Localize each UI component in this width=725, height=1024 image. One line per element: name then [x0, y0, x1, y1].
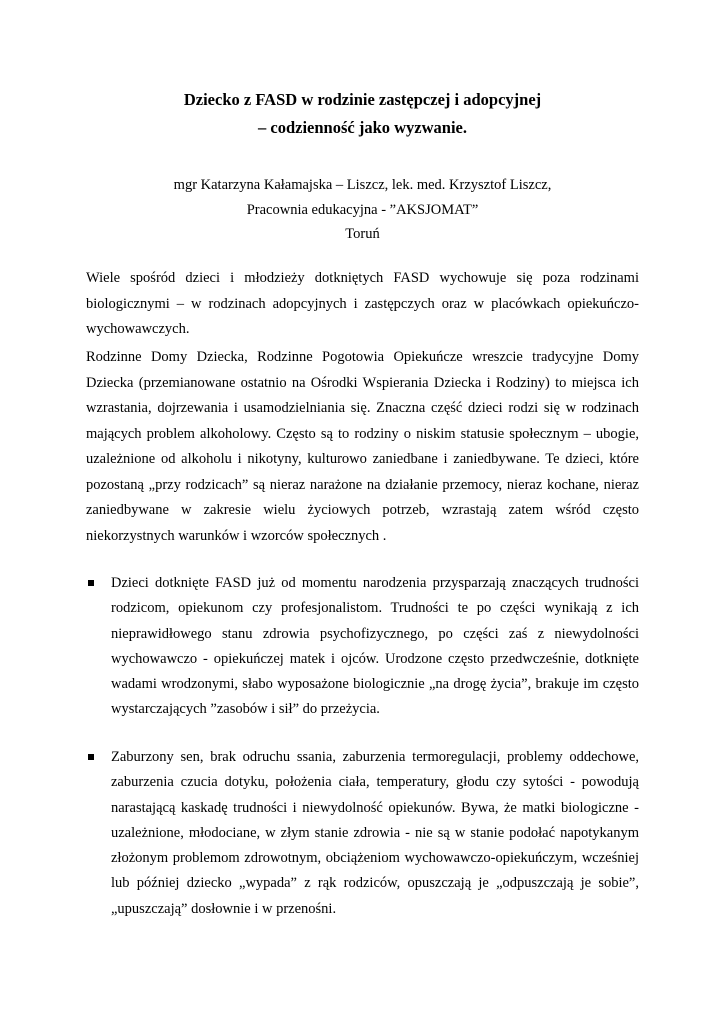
document-title-line-2: – codzienność jako wyzwanie.	[258, 118, 467, 137]
body-paragraph-2: Rodzinne Domy Dziecka, Rodzinne Pogotowia Opiekuńcze wreszcie tradycyjne Domy Dziecka (przemianowane ostatnio na Ośrodki Wspierania Dziecka i Rodziny) to miejsca ich wzrastania, dojrzewania i usamodzielniania się. Znaczna część dzieci rodzi się w rodzinach mających problem alkoholowy. Często są to rodziny o niskim statusie społecznym – ubogie, uzależnione od alkoholu i nikotyny, kulturowo zaniedbane i zaniedbywane. Te dzieci, które pozostaną „przy rodzicach” są nieraz narażone na działanie przemocy, nieraz kochane, nieraz zaniedbywane w zakresie wielu życiowych potrzeb, wzrastają zatem wśród często niekorzystnych warunków i wzorców społecznych .	[86, 349, 639, 544]
bullet-text: Dzieci dotknięte FASD już od momentu narodzenia przysparzają znaczących trudności rodzicom, opiekunom czy profesjonalistom. Trudności te po części wynikają z ich nieprawidłowego stanu zdrowia psychofizycznego, po części zaś z niewydolności wychowawczo - opiekuńczej matek i ojców. Urodzone często przedwcześnie, dotknięte wadami wrodzonymi, słabo wyposażone biologicznie „na drogę życia”, brakuje im często wystarczających ”zasobów i sił” do przeżycia.	[111, 575, 639, 718]
square-bullet-icon	[88, 754, 94, 760]
square-bullet-icon	[88, 580, 94, 586]
author-names: mgr Katarzyna Kałamajska – Liszcz, lek. med. Krzysztof Liszcz,	[173, 177, 552, 193]
author-affiliation: Pracownia edukacyjna - ”AKSJOMAT”	[246, 202, 479, 218]
document-title-line-1: Dziecko z FASD w rodzinie zastępczej i adopcyjnej	[183, 90, 542, 109]
bullet-text: Zaburzony sen, brak odruchu ssania, zaburzenia termoregulacji, problemy oddechowe, zaburzenia czucia dotyku, położenia ciała, temperatury, głodu czy sytości - powodują narastającą kaskadę trudności i niewydolność opiekunów. Bywa, że matki biologiczne - uzależnione, młodociane, w złym stanie zdrowia - nie są w stanie podołać napotykanym złożonym problemom zdrowotnym, obciążeniom wychowawczo-opiekuńczym, wcześniej lub później dziecko „wypada” z rąk rodziców, opuszczają je „odpuszczają je sobie”, „upuszczają” dosłownie i w przenośni.	[111, 749, 639, 917]
body-paragraph-1: Wiele spośród dzieci i młodzieży dotkniętych FASD wychowuje się poza rodzinami biologicznymi – w rodzinach adopcyjnych i zastępczych oraz w placówkach opiekuńczo-wychowawczych.	[86, 270, 639, 337]
author-location: Toruń	[345, 226, 380, 242]
